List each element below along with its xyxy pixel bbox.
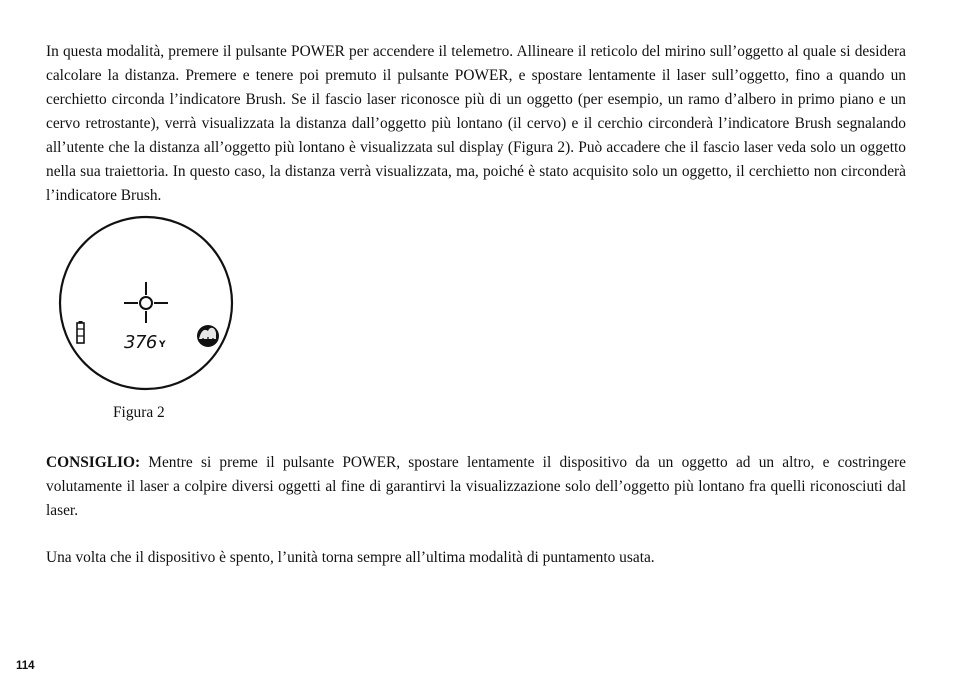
paragraph-mode-description: In questa modalità, premere il pulsante POWER per accendere il telemetro. Allineare il reticolo del mirino sull’oggetto al quale si desidera calcolare la distanza. Premere e tenere poi premuto il pulsante POWER, e spostare lentamente il laser sull’oggetto, fino a quando un cerchietto circonda l’indicatore Brush. Se il fascio laser riconosce più di un oggetto (per esempio, un ramo d’albero in primo piano e un cervo retrostante), verrà visualizzata la distanza dall’oggetto più lontano (il cervo) e il cerchio circonderà l’indicatore Brush segnalando all’utente che la distanza all’oggetto più lontano è visualizzata sul display (Figura 2). Può accadere che il fascio laser veda solo un oggetto nella sua traiettoria. In questo caso, la distanza verrà visualizzata, ma, poiché è stato acquisito solo un oggetto, il cerchietto non circonderà l’indicatore Brush. — [46, 43, 906, 204]
viewfinder-circle — [60, 217, 232, 389]
paragraph-power-off-note: Una volta che il dispositivo è spento, l’unità torna sempre all’ultima modalità di puntamento usata. — [46, 549, 655, 566]
battery-icon — [77, 321, 84, 343]
figure-caption: Figura 2 — [113, 404, 165, 421]
brush-indicator-icon — [197, 325, 219, 347]
paragraph-tip — [46, 451, 906, 523]
figure-2-viewfinder — [58, 215, 234, 391]
distance-unit: Y — [159, 340, 166, 350]
viewfinder-display — [58, 215, 234, 391]
crosshair-icon — [124, 282, 168, 323]
tip-label: CONSIGLIO: — [46, 454, 141, 471]
tip-text: Mentre si preme il pulsante POWER, spostare lentamente il dispositivo da un oggetto ad un altro, e costringere volutamente il laser a colpire diversi oggetti al fine di garantirvi la visualizzazione solo dell’oggetto più lontano fra quelli riconosciuti dal laser. — [46, 454, 906, 519]
distance-readout: 376 — [124, 332, 157, 353]
page-number: 114 — [16, 660, 35, 672]
